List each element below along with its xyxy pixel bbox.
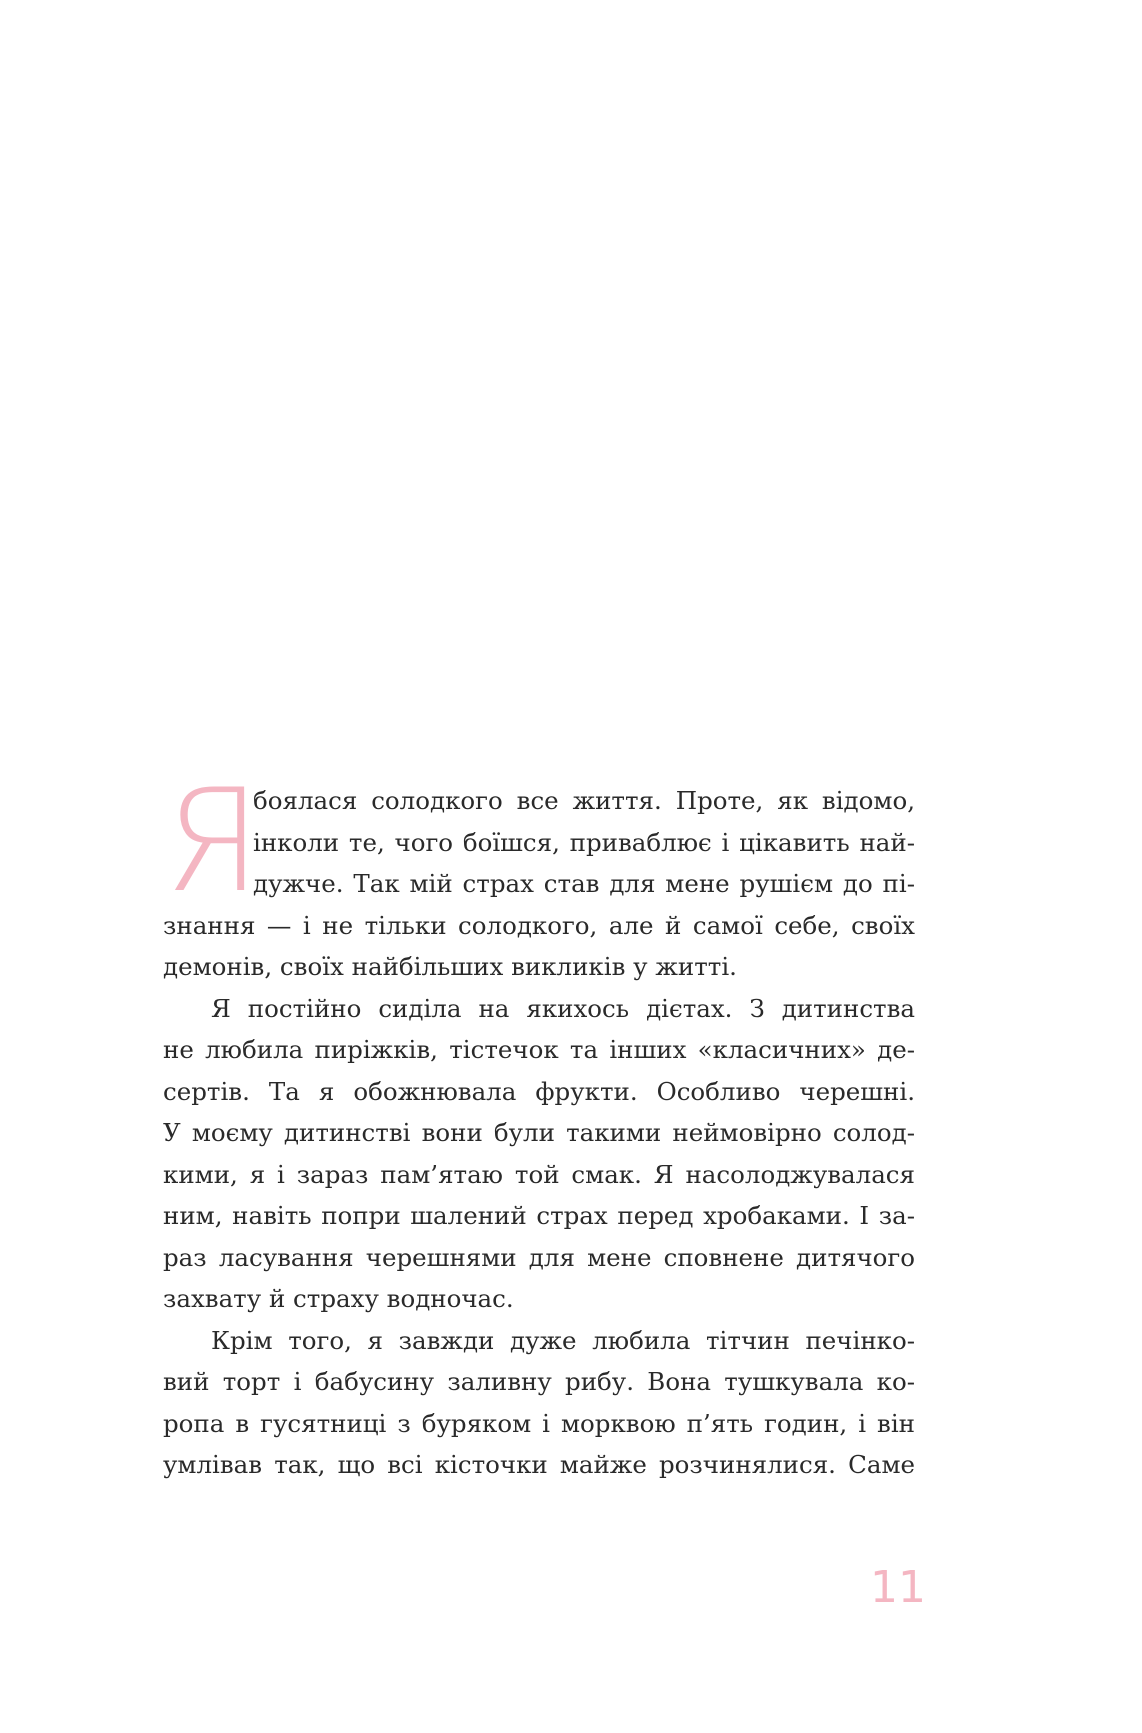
text-line: знання — і не тільки солодкого, але й самої себе, своїх <box>163 910 915 940</box>
text-line: захвату й страху водночас. <box>163 1284 514 1313</box>
text-line: Я постійно сиділа на якихось дієтах. З дитинства <box>211 993 915 1023</box>
paragraph-2 <box>163 988 915 1320</box>
text-line: У моєму дитинстві вони були такими неймовірно солод- <box>163 1118 915 1147</box>
text-line: умлівав так, що всі кісточки майже розчинялися. Саме <box>163 1450 915 1479</box>
text-line: ним, навіть попри шалений страх перед хробаками. І за- <box>163 1201 915 1230</box>
text-line: кими, я і зараз пам’ятаю той смак. Я насолоджувалася <box>163 1159 915 1189</box>
text-line: боялася солодкого все життя. Проте, як відомо, <box>253 786 915 815</box>
paragraph-1 <box>163 759 915 988</box>
text-line: сертів. Та я обожнювала фрукти. Особливо черешні. <box>163 1076 915 1106</box>
text-line: не любила пиріжків, тістечок та інших «класичних» де- <box>163 1035 915 1064</box>
text-line: демонів, своїх найбільших викликів у житті. <box>163 952 737 981</box>
body-text <box>163 759 915 1486</box>
text-line: ропа в гусятниці з буряком і морквою п’ять годин, і він <box>163 1408 915 1438</box>
text-line: раз ласування черешнями для мене сповнене дитячого <box>163 1242 915 1272</box>
text-line: вий торт і бабусину заливну рибу. Вона тушкувала ко- <box>163 1367 915 1396</box>
text-line: Крім того, я завжди дуже любила тітчин печінко- <box>211 1325 915 1355</box>
text-line: дужче. Так мій страх став для мене рушієм до пі- <box>253 869 915 898</box>
page-number: 11 <box>870 1562 926 1613</box>
paragraph-3 <box>163 1320 915 1486</box>
text-line: інколи те, чого боїшся, приваблює і цікавить най- <box>253 827 915 857</box>
drop-cap-letter: Я <box>163 759 262 924</box>
